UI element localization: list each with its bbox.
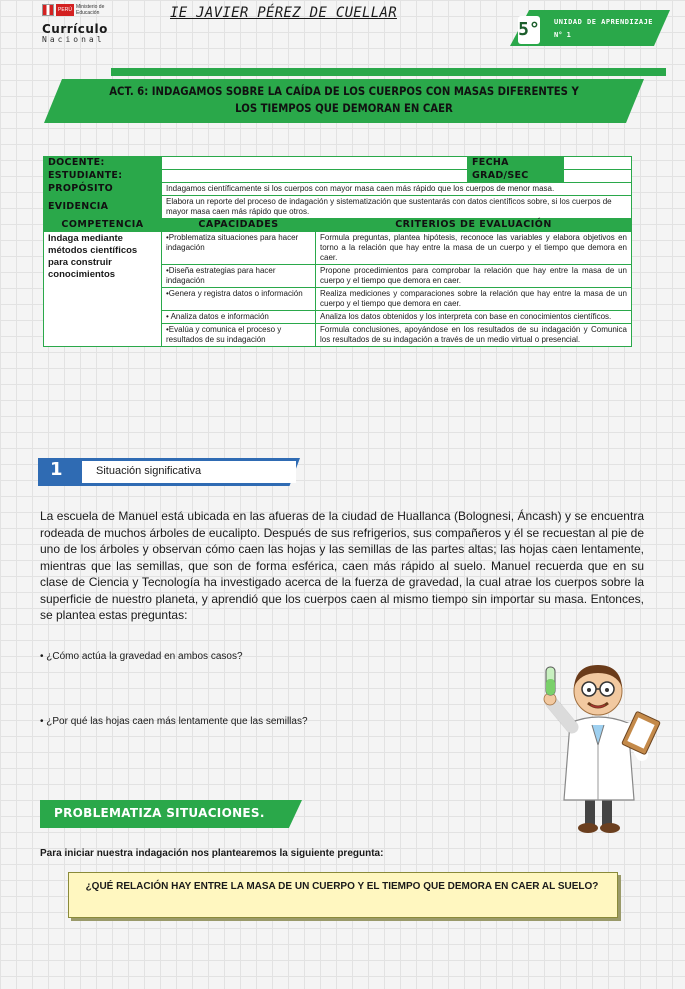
docente-value[interactable] (162, 157, 468, 170)
peru-flag-icon (42, 4, 54, 16)
logo-line1: Currículo (42, 22, 108, 36)
problematiza-label: PROBLEMATIZA SITUACIONES. (54, 806, 265, 820)
situation-text: La escuela de Manuel está ubicada en las afueras de la ciudad de Huallanca (Bolognesi, Áncash) y se encuentra rodeada de muchos árboles de eucalipto. Después de sus refrigerios, sus compañeros y él se recuestan al pie de uno de los árboles y observan cómo caen las hojas y las semillas de las partes altas; las hojas caen lentamente, mientras que las semillas, que son de forma esférica, caen más rápido al suelo. Manuel recuerda que en su clase de Ciencia y Tecnología ha investigado acerca de la fuerza de gravedad, la cual atrae los cuerpos sobre la superficie de nuestro planeta, y aprendió que los cuerpos caen al mismo tiempo sin importar su masa. Entonces, se plantea estas preguntas: (40, 509, 644, 622)
docente-label: DOCENTE: (44, 157, 162, 170)
fecha-label: FECHA (468, 157, 564, 170)
question-leaves: • ¿Por qué las hojas caen más lentamente que las semillas? (40, 716, 308, 727)
proposito-value: Indagamos científicamente si los cuerpos con mayor masa caen más rápido que los cuerpos de menor masa. (162, 183, 632, 196)
grade-number: 5° (518, 19, 540, 40)
gradsec-label: GRAD/SEC (468, 170, 564, 183)
school-name: IE JAVIER PÉREZ DE CUELLAR (170, 5, 397, 21)
question-gravity: • ¿Cómo actúa la gravedad en ambos casos? (40, 651, 243, 662)
criterio-item: Propone procedimientos para comprobar la relación que hay entre la masa de un cuerpo y el tiempo que demora en caer. (316, 265, 632, 288)
capacidad-item: •Genera y registra datos o información (162, 288, 316, 311)
activity-info-table (43, 156, 632, 347)
estudiante-label: ESTUDIANTE: (44, 170, 162, 183)
criterio-item: Realiza mediciones y comparaciones sobre la relación que hay entre la masa de un cuerpo y el tiempo que demora en caer. (316, 288, 632, 311)
capacidad-item: •Problematiza situaciones para hacer indagación (162, 232, 316, 265)
curriculo-logo (42, 4, 130, 42)
gradsec-value[interactable] (564, 170, 632, 183)
scientist-illustration-icon (530, 645, 665, 835)
activity-title: ACT. 6: INDAGAMOS SOBRE LA CAÍDA DE LOS CUERPOS CON MASAS DIFERENTES Y LOS TIEMPOS QUE DEMORAN EN CAER (109, 84, 579, 115)
criterio-item: Formula preguntas, plantea hipótesis, reconoce las variables y elabora objetivos en torno a la relación que hay entre la masa de un cuerpo y el tiempo que demora en caer. (316, 232, 632, 265)
research-question: ¿QUÉ RELACIÓN HAY ENTRE LA MASA DE UN CUERPO Y EL TIEMPO QUE DEMORA EN CAER AL SUELO? (85, 881, 599, 892)
unit-title: UNIDAD DE APRENDIZAJE (554, 18, 654, 26)
estudiante-value[interactable] (162, 170, 468, 183)
situation-number: 1 (50, 459, 63, 480)
problem-intro: Para iniciar nuestra indagación nos plantearemos la siguiente pregunta: (40, 848, 384, 859)
header-divider (111, 68, 666, 76)
capacidad-item: • Analiza datos e información (162, 311, 316, 324)
capacidad-item: •Diseña estrategias para hacer indagación (162, 265, 316, 288)
criterio-item: Formula conclusiones, apoyándose en los resultados de su indagación y Comunica los resultados de su indagación a través de un medio virtual o presencial. (316, 324, 632, 347)
fecha-value[interactable] (564, 157, 632, 170)
capacidades-header: CAPACIDADES (162, 219, 316, 232)
criterio-item: Analiza los datos obtenidos y los interpreta con base en conocimientos científicos. (316, 311, 632, 324)
peru-badge: PERÚ (56, 4, 74, 16)
logo-line2: Nacional (42, 35, 105, 44)
unit-badge (510, 10, 670, 46)
situation-label: Situación significativa (96, 465, 202, 477)
ministry-label: Ministerio de Educación (76, 4, 105, 16)
unit-number: N° 1 (554, 31, 571, 39)
criterios-header: CRITERIOS DE EVALUACIÓN (316, 219, 632, 232)
evidencia-label: EVIDENCIA (44, 196, 162, 219)
proposito-label: PROPÓSITO (44, 183, 162, 196)
evidencia-value: Elabora un reporte del proceso de indagación y sistematización que sustentarás con datos científicos sobre, si los cuerpos de mayor masa caen más rápido que otros. (162, 196, 632, 219)
competencia-header: COMPETENCIA (44, 219, 162, 232)
capacidad-item: •Evalúa y comunica el proceso y resultados de su indagación (162, 324, 316, 347)
competencia-value: Indaga mediante métodos científicos para construir conocimientos (44, 232, 162, 347)
